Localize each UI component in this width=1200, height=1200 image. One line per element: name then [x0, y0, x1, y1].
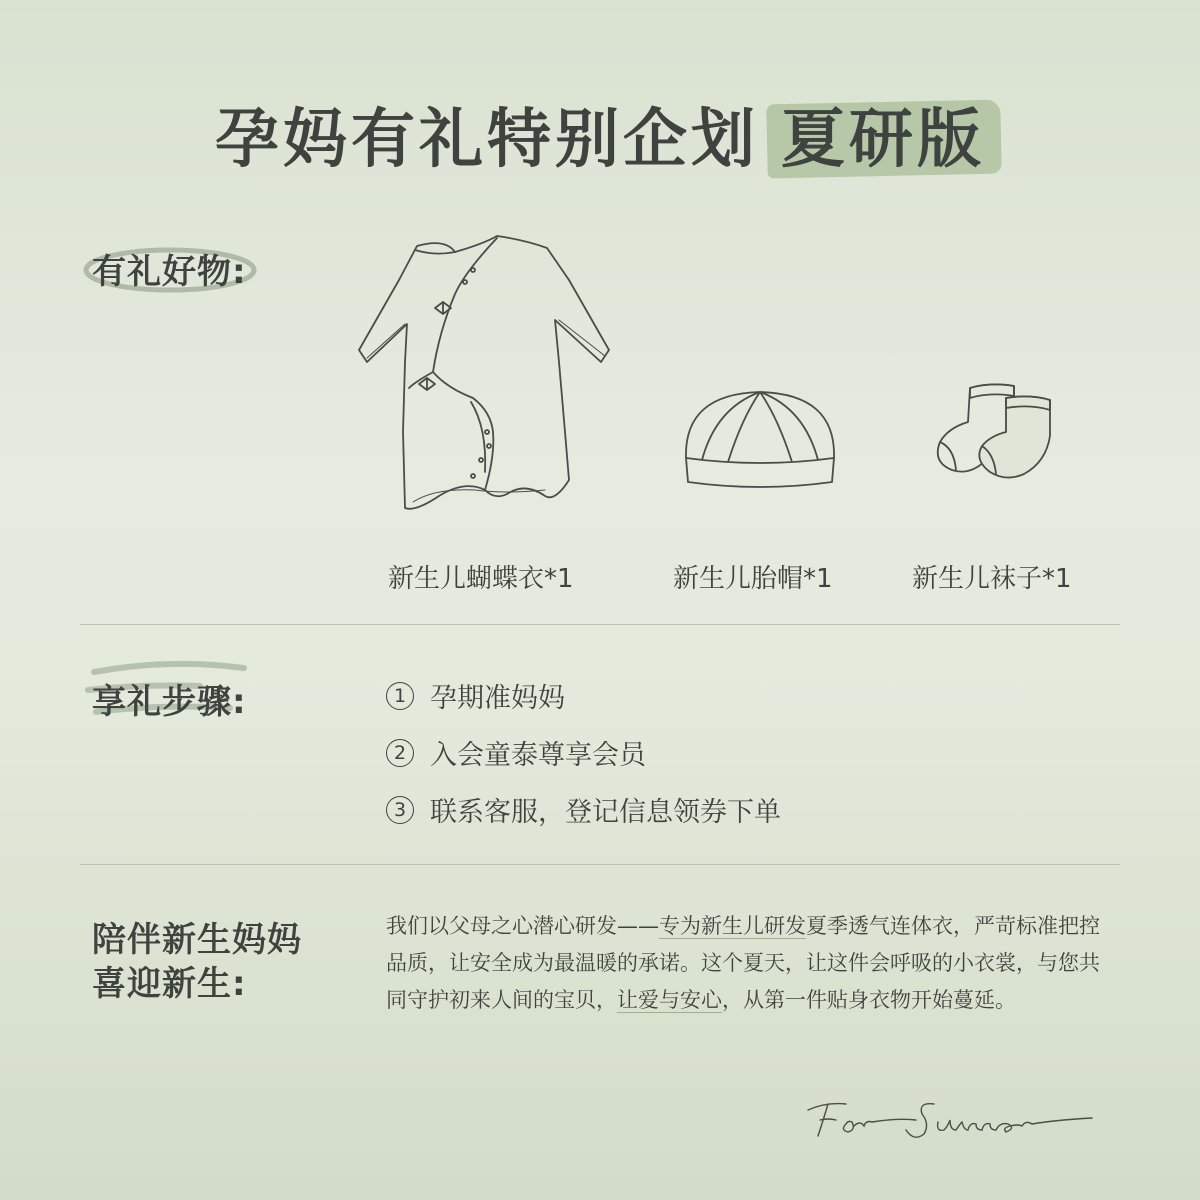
step-text: 入会童泰尊享会员 [430, 740, 646, 771]
divider-1 [80, 624, 1120, 625]
step-number: 2 [386, 739, 414, 767]
butterfly-romper-icon [355, 232, 615, 517]
story-paragraph: 我们以父母之心潜心研发——专为新生儿研发夏季透气连体衣，严苛标准把控品质，让安全成为最温暖的承诺。这个夏天，让这件会呼吸的小衣裳，与您共同守护初来人间的宝贝，让爱与安心，从第一件贴身衣物开始蔓延。 [386, 914, 1100, 1012]
divider-2 [80, 864, 1120, 865]
gifts-label: 有礼好物: [92, 252, 247, 292]
gift-item-hat: 新生儿胎帽*1 [673, 564, 833, 594]
story-label-line2: 喜迎新生: [92, 964, 247, 1004]
baby-socks-icon [930, 380, 1056, 480]
gift-item-socks: 新生儿袜子*1 [912, 564, 1072, 594]
step-text: 孕期准妈妈 [430, 683, 565, 714]
step-1 [386, 676, 565, 715]
baby-hat-icon [680, 388, 840, 490]
step-text: 联系客服，登记信息领券下单 [430, 797, 781, 828]
steps-label: 享礼步骤: [92, 682, 247, 722]
underline-phrase: 让爱与安心 [617, 988, 722, 1012]
step-number: 1 [386, 682, 414, 710]
signature-for-summer [806, 1090, 1096, 1150]
step-2 [386, 733, 646, 772]
title-main: 孕妈有礼特别企划 [215, 103, 759, 177]
title-highlight: 夏研版 [781, 88, 985, 180]
page-title [0, 88, 1200, 180]
underline-phrase: 专为新生儿研发 [659, 914, 806, 938]
step-number: 3 [386, 796, 414, 824]
gift-item-romper: 新生儿蝴蝶衣*1 [388, 564, 574, 594]
story-label-line1: 陪伴新生妈妈 [92, 920, 302, 960]
step-3 [386, 790, 781, 829]
